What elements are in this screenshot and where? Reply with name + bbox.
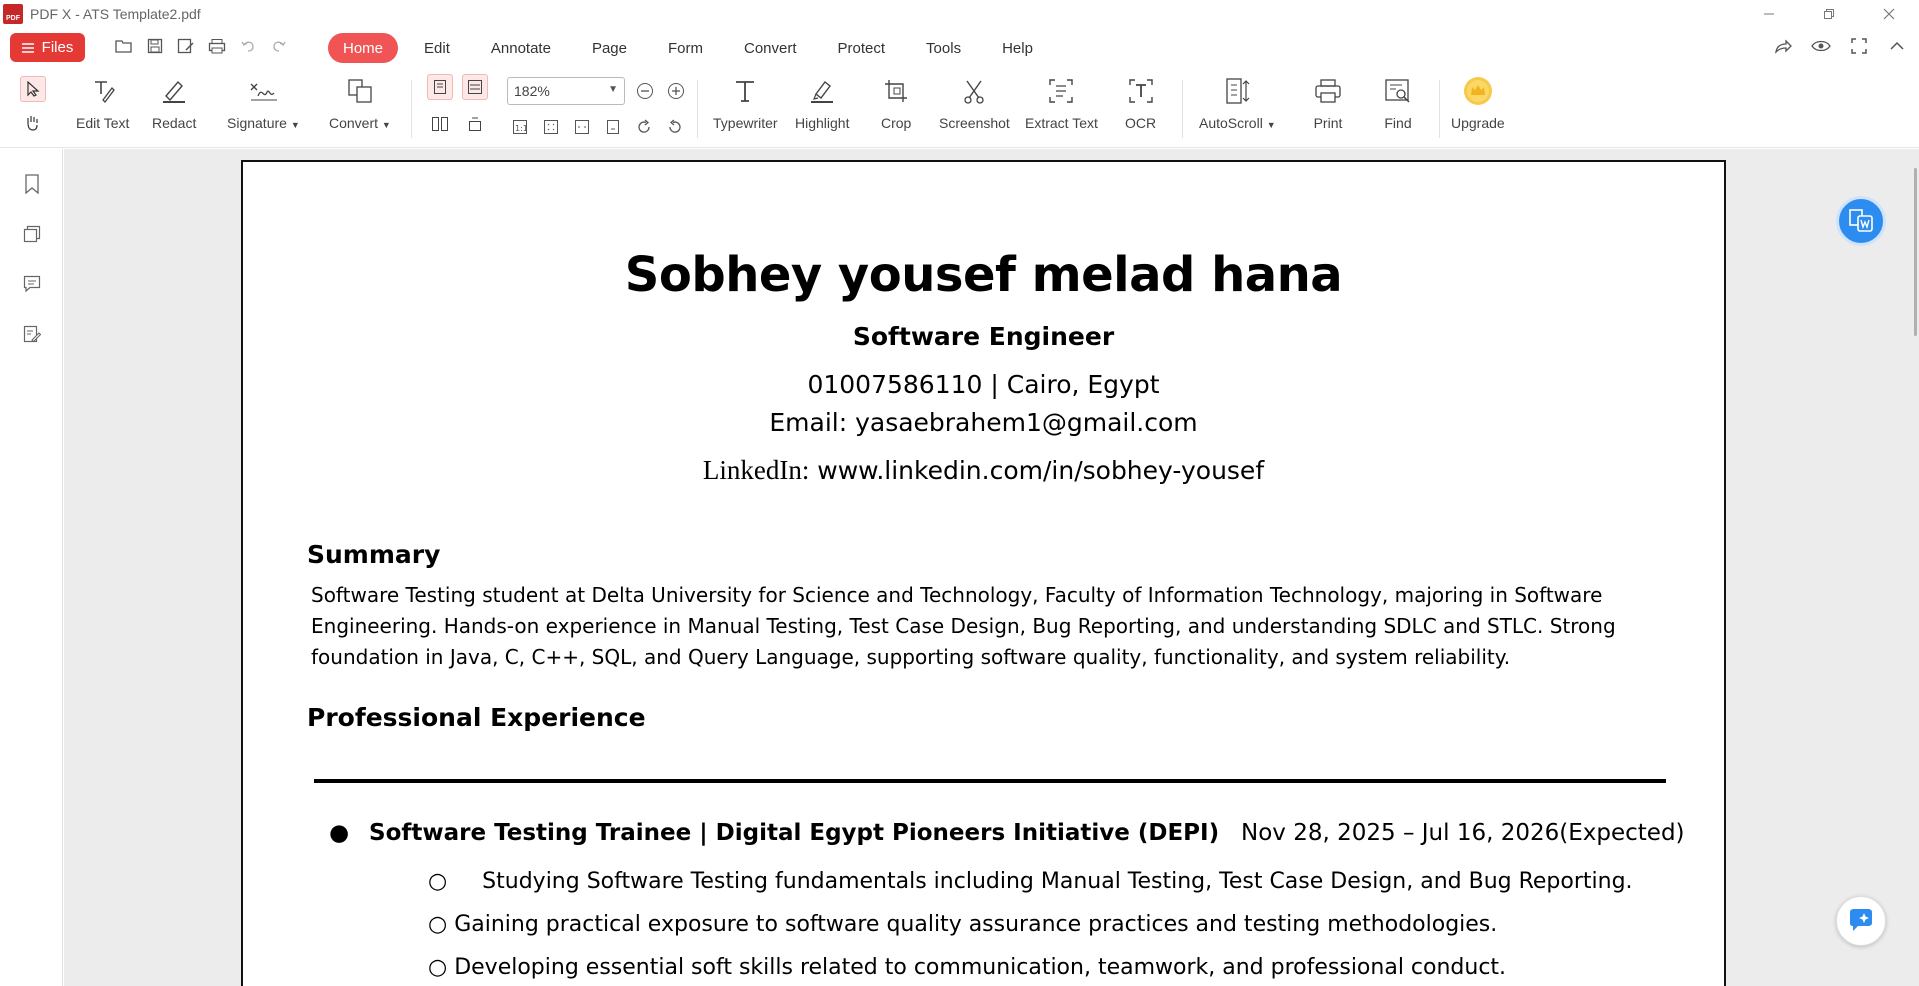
- tab-annotate[interactable]: Annotate: [490, 39, 551, 57]
- document-viewport[interactable]: [64, 149, 1919, 986]
- ocr-button[interactable]: [1125, 76, 1156, 131]
- typewriter-button[interactable]: [713, 76, 778, 131]
- minimize-button[interactable]: [1739, 0, 1799, 28]
- title-bar: [0, 0, 1919, 28]
- find-label: Find: [1384, 115, 1412, 131]
- print-label: Print: [1313, 115, 1343, 131]
- signature-label: [227, 115, 300, 131]
- convert-label: [329, 115, 391, 131]
- crop-label: Crop: [881, 115, 912, 131]
- autoscroll-caret-icon: ▼: [1266, 120, 1276, 130]
- tab-convert[interactable]: Convert: [743, 39, 797, 57]
- job-point-text: Studying Software Testing fundamentals including Manual Testing, Test Case Design, and Bug Reporting.: [482, 869, 1633, 894]
- resume-linkedin: [243, 455, 1724, 486]
- find-icon: [1383, 76, 1413, 106]
- svg-text:1:1: 1:1: [515, 124, 528, 133]
- ai-assistant-button[interactable]: [1836, 896, 1886, 946]
- highlight-icon: [807, 76, 837, 106]
- signature-caret-icon: ▼: [290, 120, 300, 130]
- separator: [697, 80, 698, 138]
- edit-text-button[interactable]: [76, 76, 129, 131]
- select-tool-icon[interactable]: [20, 76, 46, 102]
- screenshot-label: Screenshot: [939, 115, 1010, 131]
- resume-phone-location: 01007586110 | Cairo, Egypt: [807, 370, 1160, 399]
- pdf-page: [241, 160, 1726, 986]
- actual-size-icon[interactable]: [509, 116, 531, 138]
- tab-home[interactable]: Home: [328, 33, 398, 63]
- app-logo-icon: PDF: [3, 4, 23, 24]
- ai-chat-icon: [1847, 908, 1875, 934]
- convert-icon: [345, 76, 375, 106]
- read-mode-icon[interactable]: [1811, 36, 1831, 56]
- find-button[interactable]: [1383, 76, 1413, 131]
- autoscroll-button[interactable]: [1199, 76, 1276, 131]
- continuous-page-icon[interactable]: [462, 74, 488, 100]
- typewriter-icon: [730, 76, 760, 106]
- job-point-text: Developing essential soft skills related to communication, teamwork, and professional conduct.: [454, 955, 1507, 980]
- ocr-icon: [1126, 76, 1156, 106]
- zoom-in-icon[interactable]: [665, 80, 687, 102]
- crop-icon: [881, 76, 911, 106]
- zoom-select[interactable]: [507, 77, 625, 105]
- edit-text-icon: [88, 76, 118, 106]
- tab-help[interactable]: Help: [1002, 39, 1033, 57]
- single-page-icon[interactable]: [427, 74, 453, 100]
- two-page-icon[interactable]: [429, 113, 451, 135]
- job-point: ○ Studying Software Testing fundamentals including Manual Testing, Test Case Design, and Bug Reporting.: [428, 869, 1633, 894]
- upgrade-label: Upgrade: [1451, 115, 1505, 131]
- screenshot-button[interactable]: [939, 76, 1010, 131]
- cover-page-icon[interactable]: [464, 113, 486, 135]
- fit-width-icon[interactable]: [571, 116, 593, 138]
- redact-icon: [159, 76, 189, 106]
- print-button[interactable]: [1313, 76, 1343, 131]
- ocr-label: OCR: [1125, 115, 1157, 131]
- highlight-label: Highlight: [795, 115, 850, 131]
- screenshot-icon: [959, 76, 989, 106]
- window-title: PDF X - ATS Template2.pdf: [30, 6, 201, 22]
- zoom-value: 182%: [514, 83, 550, 99]
- undo-icon[interactable]: [238, 36, 258, 56]
- redact-button[interactable]: [152, 76, 196, 131]
- signature-text: Signature: [227, 115, 287, 131]
- convert-caret-icon: ▼: [381, 120, 391, 130]
- linkedin-label: LinkedIn:: [702, 455, 810, 485]
- job-point: ○ Developing essential soft skills related to communication, teamwork, and professional conduct.: [428, 955, 1507, 980]
- separator: [1439, 80, 1440, 138]
- redo-icon[interactable]: [269, 36, 289, 56]
- tab-tools[interactable]: Tools: [926, 39, 962, 57]
- job-dates: Nov 28, 2025 – Jul 16, 2026(Expected): [1241, 820, 1685, 846]
- job-point: ○ Gaining practical exposure to software quality assurance practices and testing methodologies.: [428, 912, 1498, 937]
- experience-heading: Professional Experience: [307, 703, 646, 732]
- comments-icon[interactable]: [21, 273, 43, 295]
- tab-edit[interactable]: Edit: [424, 39, 450, 57]
- job-point-text: Gaining practical exposure to software quality assurance practices and testing methodologies.: [454, 912, 1498, 937]
- crown-coin-icon: [1463, 76, 1493, 106]
- typewriter-label: Typewriter: [713, 115, 778, 131]
- files-label: Files: [41, 39, 74, 56]
- ribbon-toolbar: [0, 68, 1919, 148]
- extract-text-label: Extract Text: [1025, 115, 1098, 131]
- autoscroll-text: AutoScroll: [1199, 115, 1263, 131]
- fit-visible-icon[interactable]: [602, 116, 624, 138]
- rotate-left-icon[interactable]: [664, 116, 686, 138]
- hand-tool-icon[interactable]: [21, 112, 43, 134]
- extract-text-button[interactable]: [1025, 76, 1098, 131]
- menu-bar: [0, 28, 1919, 68]
- restore-button[interactable]: [1799, 0, 1859, 28]
- vertical-scrollbar[interactable]: [1914, 168, 1917, 336]
- close-button[interactable]: [1859, 0, 1919, 28]
- left-sidebar: [0, 149, 63, 986]
- linkedin-url: www.linkedin.com/in/sobhey-yousef: [809, 456, 1265, 485]
- bookmark-icon[interactable]: [21, 173, 43, 195]
- convert-text: Convert: [329, 115, 379, 131]
- thumbnails-icon[interactable]: [21, 223, 43, 245]
- save-icon[interactable]: [145, 36, 165, 56]
- autoscroll-label: [1199, 115, 1276, 131]
- highlight-button[interactable]: [795, 76, 849, 131]
- edit-text-label: Edit Text: [76, 115, 130, 131]
- bullet-icon: ●: [329, 820, 350, 846]
- hamburger-icon: [22, 42, 34, 54]
- open-folder-icon[interactable]: [114, 36, 134, 56]
- signature-button[interactable]: [227, 76, 300, 131]
- signature-panel-icon[interactable]: [21, 323, 43, 345]
- section-divider: [314, 779, 1666, 783]
- convert-to-word-button[interactable]: [1836, 196, 1886, 246]
- share-icon[interactable]: [1773, 36, 1793, 56]
- signature-icon: [248, 76, 278, 106]
- print-icon: [1313, 76, 1343, 106]
- resume-name: Sobhey yousef melad hana: [624, 247, 1343, 303]
- tab-form[interactable]: Form: [667, 39, 703, 57]
- autoscroll-icon: [1222, 76, 1252, 106]
- pdf-to-word-icon: [1847, 207, 1875, 235]
- zoom-caret-icon: ▼: [608, 84, 618, 95]
- crop-button[interactable]: [881, 76, 911, 131]
- job-entry: [329, 820, 1685, 846]
- fullscreen-icon[interactable]: [1849, 36, 1869, 56]
- separator: [1182, 80, 1183, 138]
- resume-email: Email: yasaebrahem1@gmail.com: [769, 408, 1198, 437]
- job-title: Software Testing Trainee | Digital Egypt Pioneers Initiative (DEPI): [369, 820, 1220, 846]
- convert-button[interactable]: [329, 76, 391, 131]
- tab-protect[interactable]: Protect: [837, 39, 886, 57]
- summary-text: Software Testing student at Delta University for Science and Technology, Faculty of Information Technology, majoring in Software Engineering. Hands-on experience in Manual Testing, Test Case Design, Bug Reporting, and understanding SDLC and STLC. Strong foundation in Java, C, C++, SQL, and Query Language, supporting software quality, functionality, and system reliability.: [311, 583, 1616, 669]
- save-as-icon[interactable]: [176, 36, 196, 56]
- print-quick-icon[interactable]: [207, 36, 227, 56]
- rotate-right-icon[interactable]: [633, 116, 655, 138]
- summary-heading: Summary: [307, 540, 441, 569]
- separator: [411, 80, 412, 138]
- fit-page-icon[interactable]: [540, 116, 562, 138]
- resume-role: Software Engineer: [852, 322, 1115, 351]
- redact-label: Redact: [152, 115, 197, 131]
- upgrade-button[interactable]: [1451, 76, 1505, 131]
- zoom-out-icon[interactable]: [634, 80, 656, 102]
- tab-page[interactable]: Page: [591, 39, 627, 57]
- extract-text-icon: [1046, 76, 1076, 106]
- collapse-ribbon-icon[interactable]: [1887, 36, 1907, 56]
- files-button[interactable]: [10, 33, 85, 62]
